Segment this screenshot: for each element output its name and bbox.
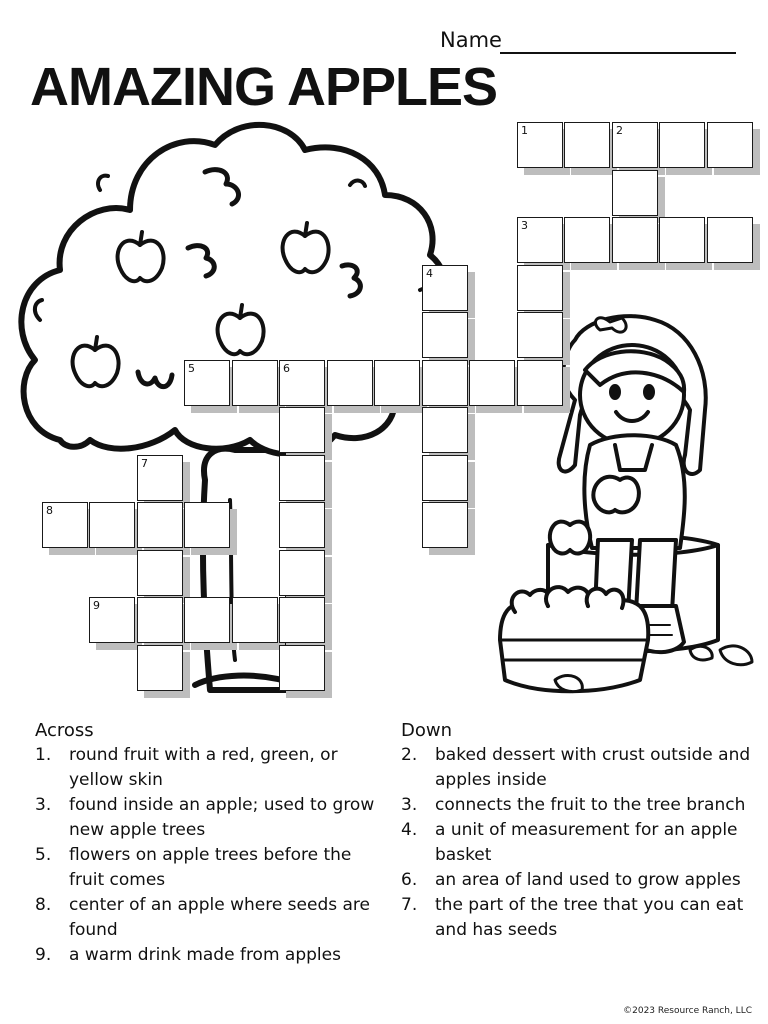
clue-across-3: 3. found inside an apple; used to grow new apple trees (35, 795, 375, 840)
cell-number: 1 (521, 124, 528, 137)
crossword-cell[interactable] (279, 360, 325, 406)
cell-number: 4 (426, 267, 433, 280)
crossword-cell[interactable] (279, 645, 325, 691)
crossword-cell[interactable] (232, 360, 278, 406)
crossword-cell[interactable] (612, 122, 658, 168)
crossword-cell[interactable] (422, 455, 468, 501)
clue-down-7: 7. the part of the tree that you can eat and has seeds (401, 895, 744, 940)
crossword-cell[interactable] (612, 217, 658, 263)
crossword-cell[interactable] (422, 360, 468, 406)
down-clues (401, 720, 751, 943)
copyright-notice: ©2023 Resource Ranch, LLC (623, 1006, 752, 1016)
crossword-cell[interactable] (374, 360, 420, 406)
cell-number: 6 (283, 362, 290, 375)
cell-number: 7 (141, 457, 148, 470)
across-clues (35, 720, 385, 968)
crossword-cell[interactable] (564, 217, 610, 263)
crossword-cell[interactable] (517, 312, 563, 358)
crossword-cell[interactable] (184, 597, 230, 643)
clue-across-5: 5. flowers on apple trees before the fruit comes (35, 845, 352, 890)
crossword-cell[interactable] (517, 217, 563, 263)
clue-down-6: 6. an area of land used to grow apples (401, 870, 741, 890)
clue-across-1: 1. round fruit with a red, green, or yellow skin (35, 745, 338, 790)
across-heading: Across (35, 720, 94, 741)
crossword-cell[interactable] (517, 265, 563, 311)
crossword-cell[interactable] (232, 597, 278, 643)
crossword-cell[interactable] (279, 455, 325, 501)
cell-number: 2 (616, 124, 623, 137)
down-heading: Down (401, 720, 453, 741)
crossword-cell[interactable] (422, 312, 468, 358)
crossword-cell[interactable] (422, 265, 468, 311)
crossword-cell[interactable] (137, 597, 183, 643)
crossword-cell[interactable] (327, 360, 373, 406)
clue-down-2: 2. baked dessert with crust outside and apples inside (401, 745, 751, 790)
crossword-cell[interactable] (564, 122, 610, 168)
crossword-cell[interactable] (422, 502, 468, 548)
crossword-cell[interactable] (184, 502, 230, 548)
crossword-cell[interactable] (279, 597, 325, 643)
clue-down-4: 4. a unit of measurement for an apple basket (401, 820, 738, 865)
crossword-cell[interactable] (89, 502, 135, 548)
clue-down-3: 3. connects the fruit to the tree branch (401, 795, 746, 815)
cell-number: 5 (188, 362, 195, 375)
crossword-cell[interactable] (279, 550, 325, 596)
crossword-cell[interactable] (469, 360, 515, 406)
crossword-cell[interactable] (137, 645, 183, 691)
crossword-cell[interactable] (184, 360, 230, 406)
crossword-cell[interactable] (707, 217, 753, 263)
cell-number: 3 (521, 219, 528, 232)
crossword-cell[interactable] (422, 407, 468, 453)
crossword-cell[interactable] (517, 360, 563, 406)
crossword-cell[interactable] (707, 122, 753, 168)
crossword-cell[interactable] (137, 502, 183, 548)
clue-across-8: 8. center of an apple where seeds are found (35, 895, 371, 940)
crossword-cell[interactable] (137, 550, 183, 596)
crossword-cell[interactable] (42, 502, 88, 548)
page-title: AMAZING APPLES (30, 57, 498, 117)
crossword-cell[interactable] (659, 217, 705, 263)
cell-number: 8 (46, 504, 53, 517)
crossword-cell[interactable] (279, 407, 325, 453)
name-label: Name (440, 28, 502, 52)
crossword-cell[interactable] (612, 170, 658, 216)
crossword-cell[interactable] (517, 122, 563, 168)
crossword-cell[interactable] (659, 122, 705, 168)
clue-across-9: 9. a warm drink made from apples (35, 945, 341, 965)
cell-number: 9 (93, 599, 100, 612)
crossword-cell[interactable] (279, 502, 325, 548)
crossword-cell[interactable] (137, 455, 183, 501)
crossword-cell[interactable] (89, 597, 135, 643)
